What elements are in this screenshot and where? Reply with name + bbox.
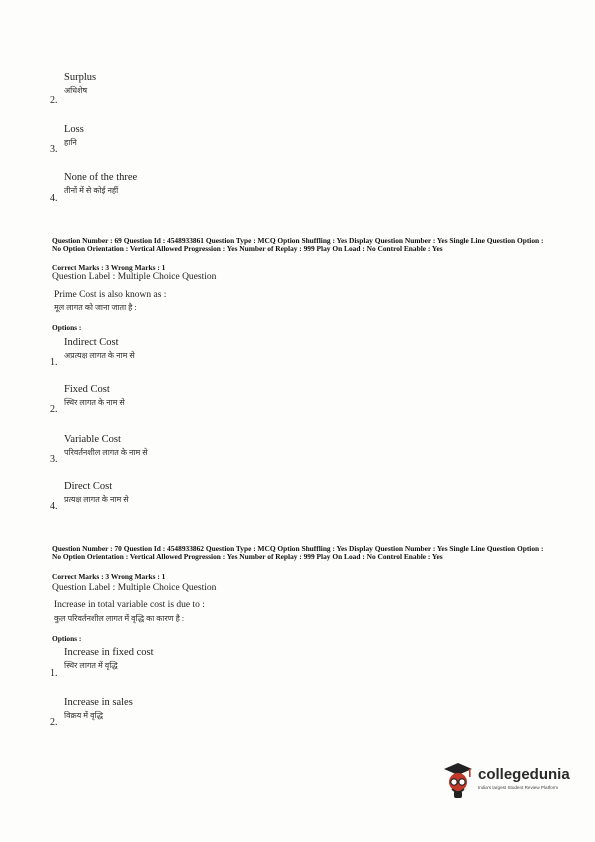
option-text-en: None of the three — [64, 172, 138, 183]
option-text-hi: परिवर्तनशील लागत के नाम से — [64, 448, 148, 457]
option-text-hi: विक्रय में वृद्धि — [64, 711, 103, 720]
option-number: 2. — [50, 404, 58, 415]
logo-tagline: India's largest Student Review Platform — [478, 785, 559, 790]
question-70-metadata: Question Number : 70 Question Id : 4548933862 Question Type : MCQ Option Shuffling : Yes Display Question Number : Yes Single Line Question Option : No Option Orientation : Vertical Allowed Progression : Yes Number of Replay : 999 Play On Load : No Control Enable : Yes — [52, 544, 544, 562]
question-70-label: Question Label : Multiple Choice Question — [52, 583, 217, 593]
option-text-en: Indirect Cost — [64, 337, 119, 348]
option-text-hi: अप्रत्यक्ष लागत के नाम से — [64, 351, 135, 360]
option-number: 1. — [50, 357, 58, 368]
option-text-en: Loss — [64, 124, 84, 135]
option-text-en: Variable Cost — [64, 434, 121, 445]
option-text-en: Surplus — [64, 72, 97, 83]
question-70-marks: Correct Marks : 3 Wrong Marks : 1 — [52, 572, 166, 581]
question-69-text-hi: मूल लागत को जाना जाता है : — [54, 303, 137, 312]
option-text-hi: स्थिर लागत में वृद्धि — [64, 661, 118, 670]
logo-wordmark: collegedunia — [478, 766, 570, 783]
option-number: 4. — [50, 193, 58, 204]
option-number: 4. — [50, 501, 58, 512]
option-text-en: Direct Cost — [64, 481, 113, 492]
option-number: 2. — [50, 95, 58, 106]
option-number: 3. — [50, 144, 58, 155]
mascot-icon — [444, 763, 472, 798]
option-text-hi: प्रत्यक्ष लागत के नाम से — [64, 495, 129, 504]
option-text-en: Increase in sales — [64, 697, 133, 708]
question-70-text-hi: कुल परिवर्तनशील लागत में वृद्धि का कारण है : — [54, 614, 185, 623]
option-number: 2. — [50, 717, 58, 728]
option-text-hi: हानि — [64, 138, 77, 147]
option-number: 3. — [50, 454, 58, 465]
question-70-text-en: Increase in total variable cost is due to : — [54, 600, 205, 610]
question-69-text-en: Prime Cost is also known as : — [54, 290, 167, 300]
option-text-hi: अधिशेष — [64, 86, 88, 95]
question-69-options-label: Options : — [52, 323, 82, 332]
option-text-hi: स्थिर लागत के नाम से — [64, 398, 125, 407]
question-69-marks: Correct Marks : 3 Wrong Marks : 1 — [52, 263, 166, 272]
option-text-hi: तीनों में से कोई नहीं — [64, 186, 119, 195]
question-69-metadata: Question Number : 69 Question Id : 4548933861 Question Type : MCQ Option Shuffling : Yes Display Question Number : Yes Single Line Question Option : No Option Orientation : Vertical Allowed Progression : Yes Number of Replay : 999 Play On Load : No Control Enable : Yes — [52, 236, 544, 254]
option-number: 1. — [50, 668, 58, 679]
question-69-label: Question Label : Multiple Choice Question — [52, 272, 217, 282]
option-text-en: Fixed Cost — [64, 384, 110, 395]
question-70-options-label: Options : — [52, 634, 82, 643]
option-text-en: Increase in fixed cost — [64, 647, 154, 658]
